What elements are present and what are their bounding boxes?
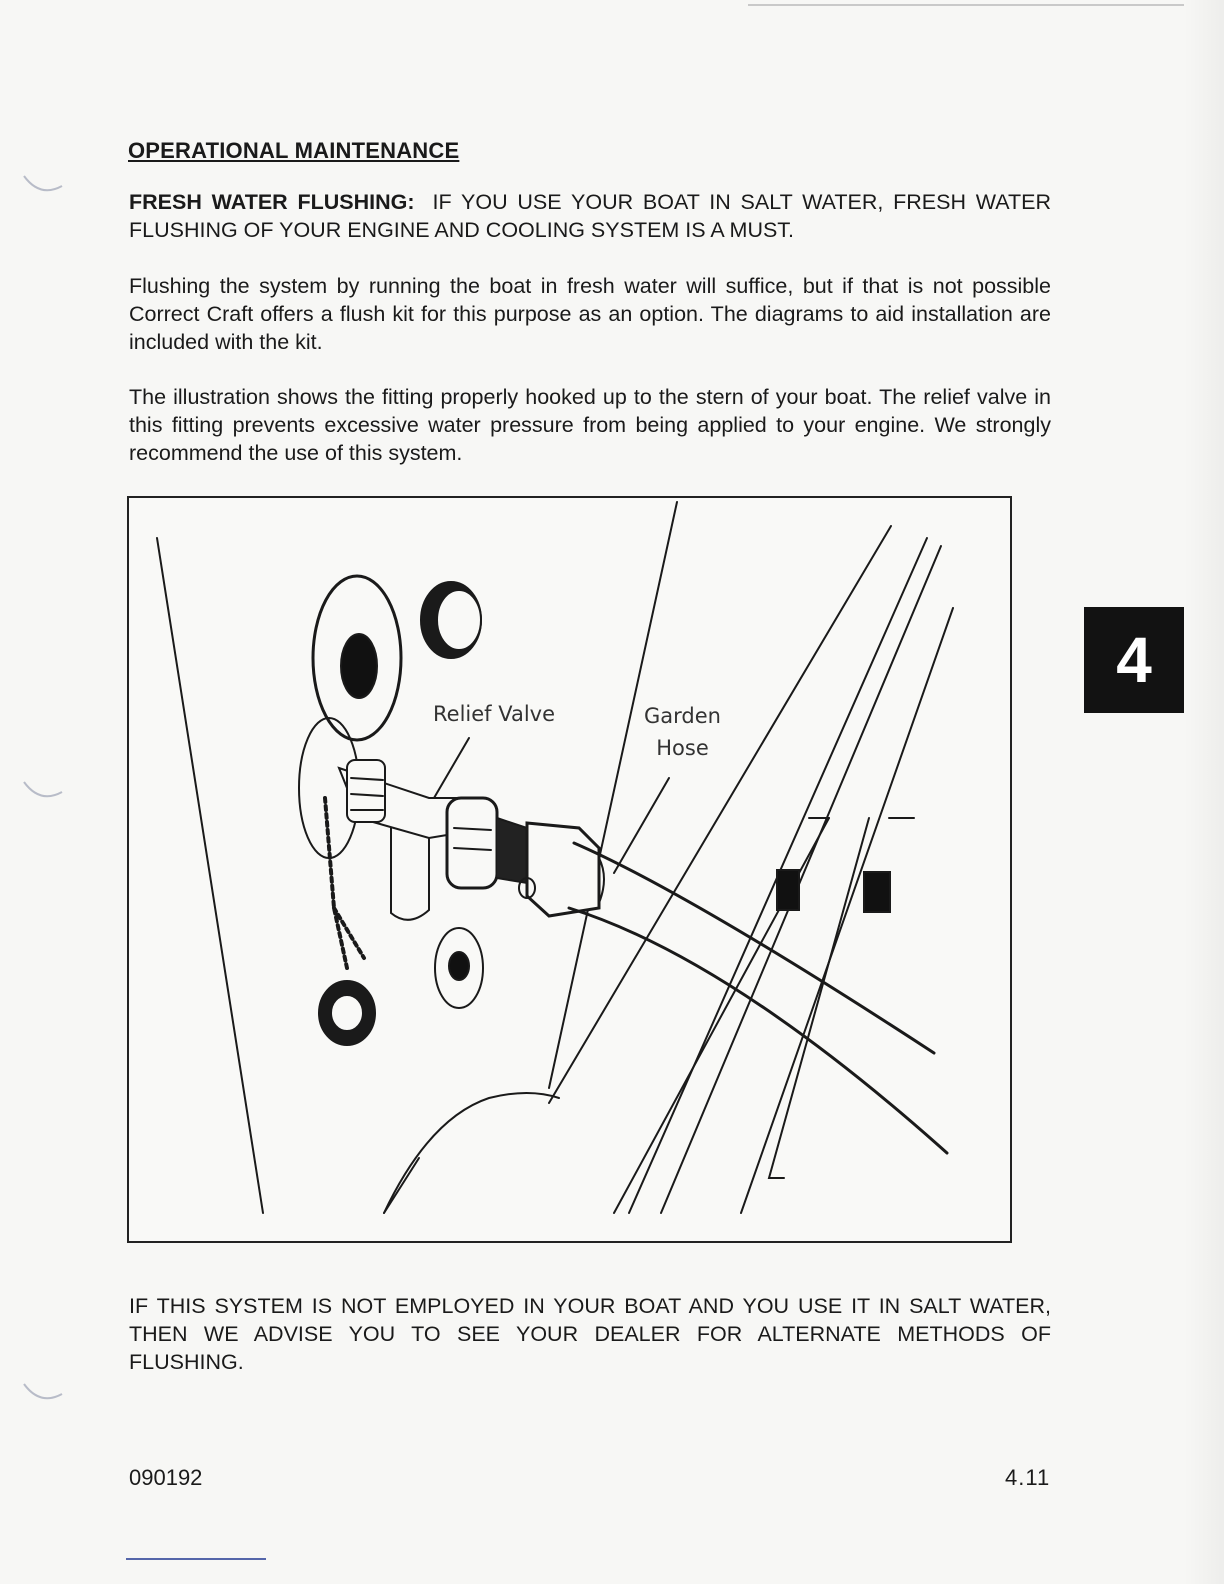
garden-hose-callout: Garden Hose — [644, 704, 721, 760]
bottom-rule — [126, 1558, 266, 1560]
flush-kit-illustration — [127, 496, 1012, 1243]
page-shadow — [1184, 0, 1224, 1584]
document-code: 090192 — [129, 1465, 203, 1490]
fresh-water-text: IF YOU USE YOUR BOAT IN SALT WATER, FRESH WATER FLUSHING OF YOUR ENGINE AND COOLING SYSTEM IS A MUST. — [129, 190, 1051, 242]
binder-hole-mark — [20, 778, 64, 808]
flushing-paragraph: Flushing the system by running the boat in fresh water will suffice, but if that is not possible Correct Craft offers a flush kit for this purpose as an option. The diagrams to aid installation are included with the kit. — [129, 274, 1051, 354]
illustration-paragraph: The illustration shows the fitting properly hooked up to the stern of your boat. The relief valve in this fitting prevents excessive water pressure from being applied to your engine. We strongly recommend the use of this system. — [129, 385, 1051, 465]
section-heading: OPERATIONAL MAINTENANCE — [128, 138, 460, 163]
section-tab: 4 — [1084, 607, 1184, 713]
flush-kit-drawing — [129, 498, 1012, 1243]
fresh-water-lead: FRESH WATER FLUSHING: — [129, 190, 415, 214]
warning-paragraph: IF THIS SYSTEM IS NOT EMPLOYED IN YOUR BOAT AND YOU USE IT IN SALT WATER, THEN WE ADVISE YOU TO SEE YOUR DEALER FOR ALTERNATE METHODS OF FLUSHING. — [129, 1294, 1051, 1374]
relief-valve-callout: Relief Valve — [433, 702, 556, 726]
page-number: 4.11 — [1005, 1465, 1051, 1490]
binder-hole-mark — [20, 1380, 64, 1410]
page-edge-line — [748, 4, 1184, 6]
fresh-water-paragraph — [129, 188, 1051, 244]
binder-hole-mark — [20, 172, 64, 202]
